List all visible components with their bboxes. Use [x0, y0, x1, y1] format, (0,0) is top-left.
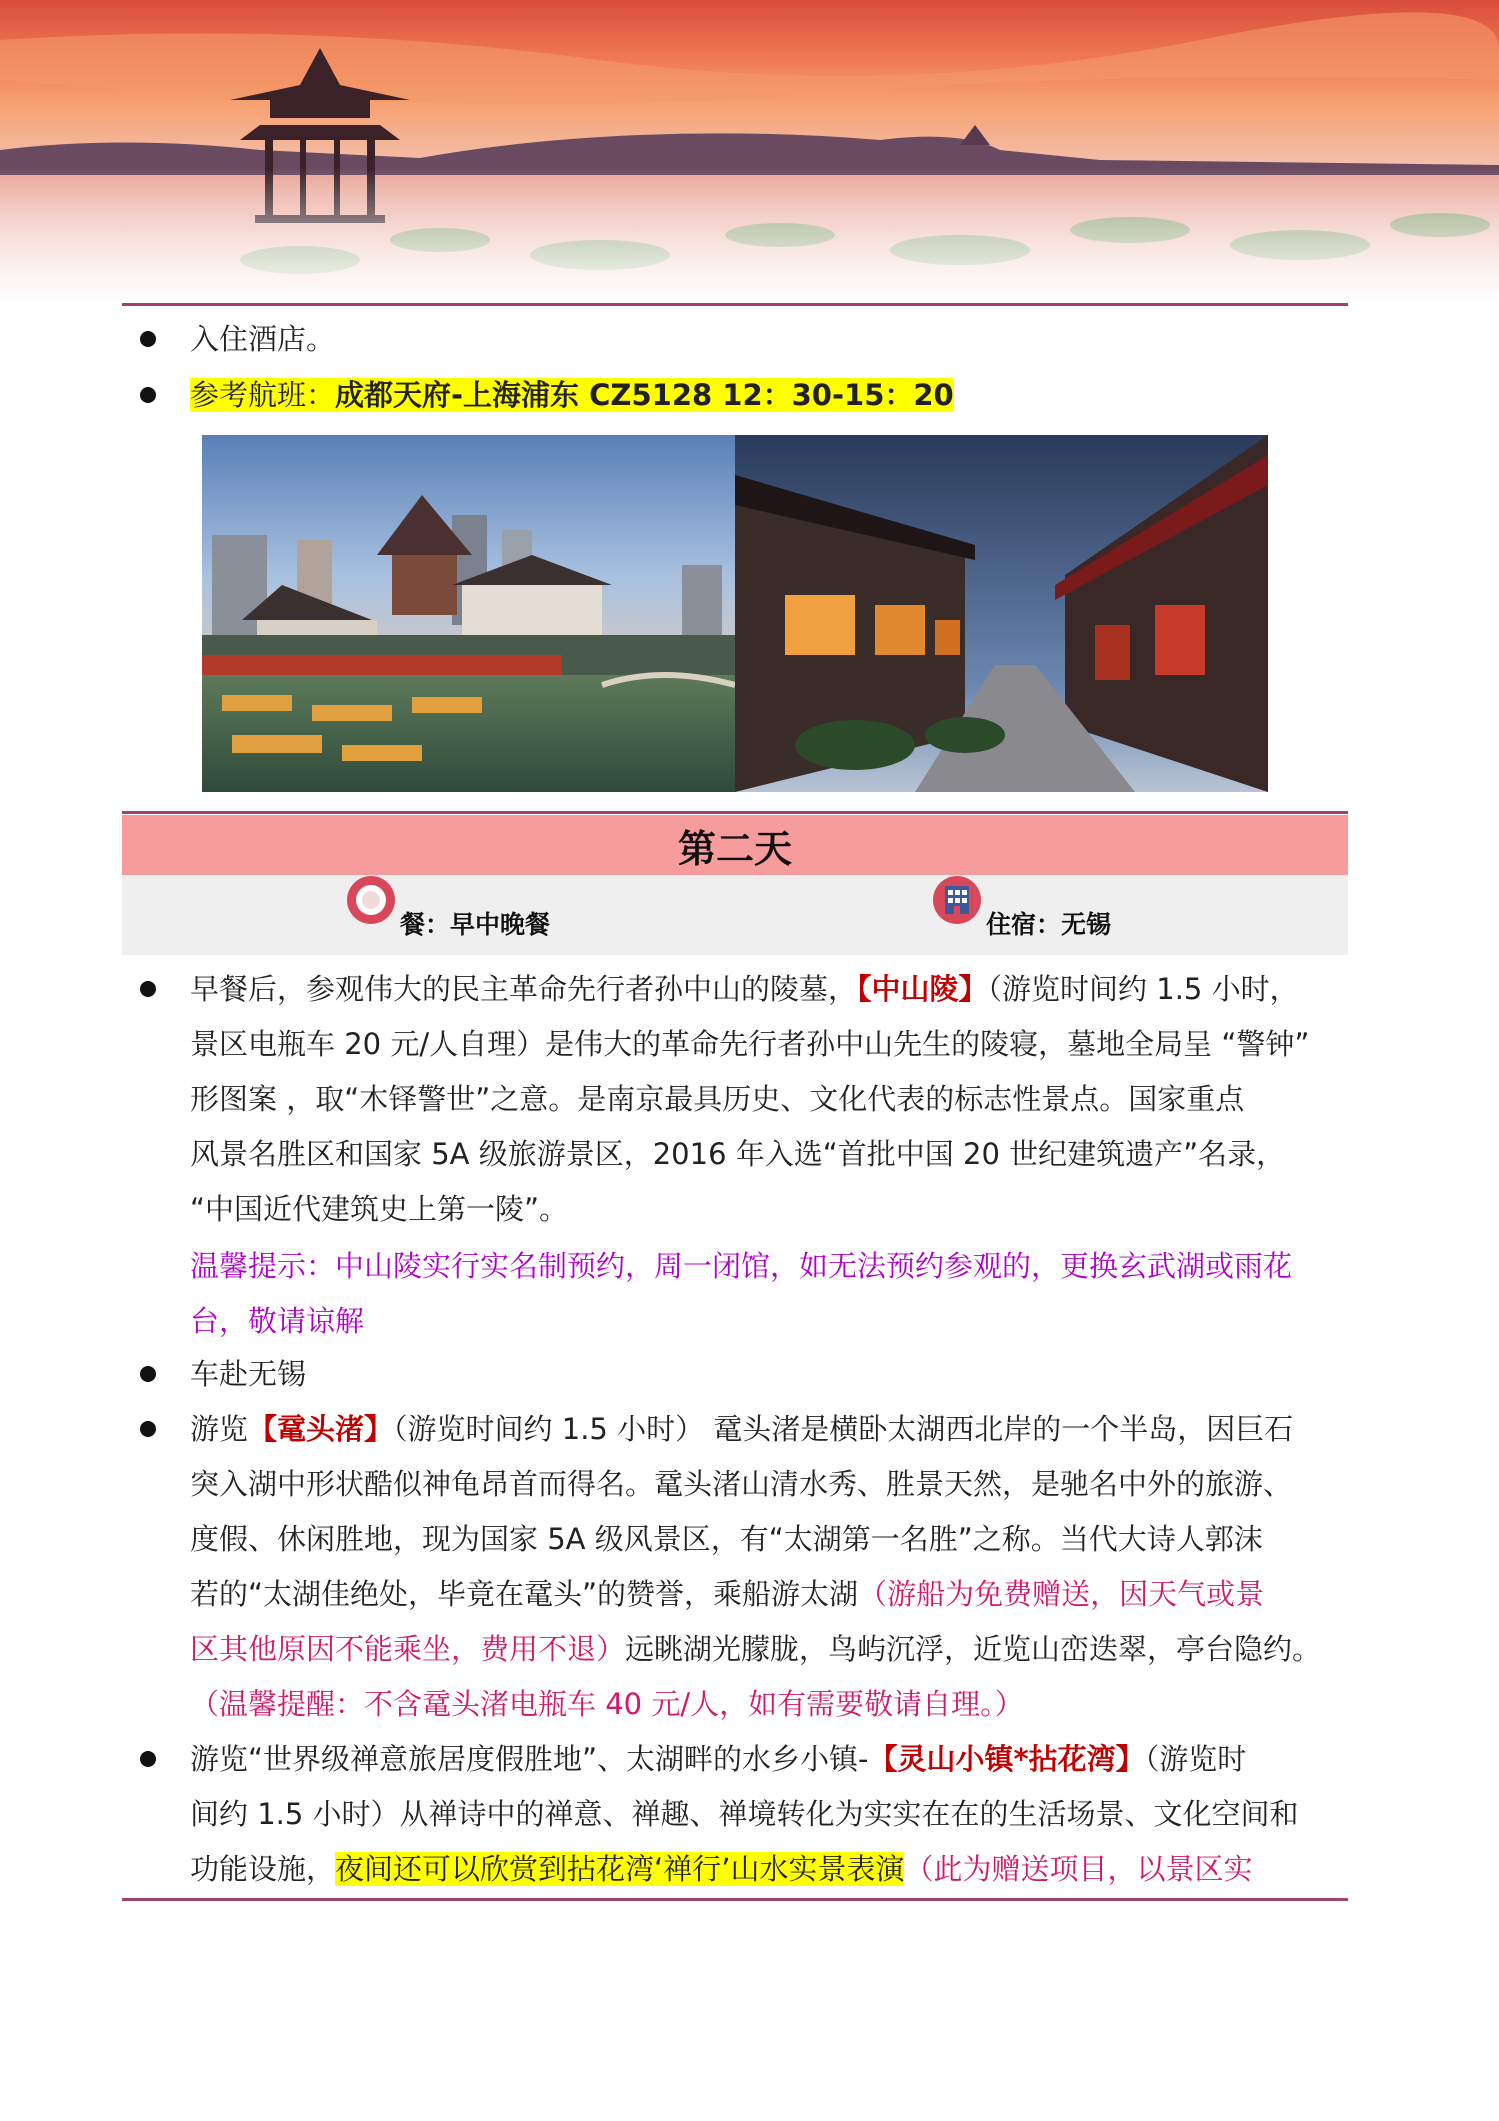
p1-line5: “中国近代建筑史上第一陵”。	[190, 1192, 569, 1226]
riverside-temple-photo-icon	[202, 435, 735, 792]
old-street-night-photo-icon	[735, 435, 1268, 792]
p1-line3: 形图案 ，取“木铎警世”之意。是南京最具历史、文化代表的标志性景点。国家重点	[190, 1082, 1245, 1116]
p4-line1: 游览“世界级禅意旅居度假胜地”、太湖畔的水乡小镇-【灵山小镇*拈花湾】（游览时	[190, 1742, 1247, 1776]
boat-note: （游船为免费赠送，因天气或景	[858, 1577, 1265, 1611]
lodging-text: 住宿：无锡	[986, 910, 1112, 939]
nianhuawan-name: 【灵山小镇*拈花湾】	[868, 1742, 1145, 1776]
flight-label: 参考航班：	[190, 378, 336, 412]
p3-line5: 区其他原因不能乘坐，费用不退）远眺湖光朦胧，鸟屿沉浮，近览山峦迭翠，亭台隐约。	[190, 1632, 1322, 1666]
flight-info	[190, 375, 954, 415]
p1-line2: 景区电瓶车 20 元/人自理）是伟大的革命先行者孙中山先生的陵寝，墓地全局呈 “警钟”	[190, 1027, 1310, 1061]
p3-line3: 度假、休闲胜地，现为国家 5A 级风景区，有“太湖第一名胜”之称。当代大诗人郭沫	[190, 1522, 1263, 1556]
lodging-info	[932, 875, 1111, 955]
p4-line2: 间约 1.5 小时）从禅诗中的禅意、禅趣、禅境转化为实实在在的生活场景、文化空间和	[190, 1797, 1299, 1831]
plate-icon	[346, 875, 396, 925]
bullet-icon	[140, 1421, 156, 1437]
flight-value: 成都天府-上海浦东 CZ5128 12：30-15：20	[335, 378, 954, 412]
day-rule	[122, 811, 1348, 814]
footer-rule	[122, 1898, 1348, 1901]
p4-line3: 功能设施，夜间还可以欣赏到拈花湾‘禅行’山水实景表演（此为赠送项目，以景区实	[190, 1852, 1253, 1886]
meals-info	[346, 875, 550, 955]
bullet-icon	[140, 981, 156, 997]
p2-line: 车赴无锡	[190, 1357, 307, 1391]
p1-line4: 风景名胜区和国家 5A 级旅游景区，2016 年入选“首批中国 20 世纪建筑遗产”名录，	[190, 1137, 1286, 1171]
bullet-icon	[140, 387, 156, 403]
day-info-bar	[122, 875, 1348, 955]
meals-text: 餐：早中晚餐	[400, 910, 551, 939]
header-banner	[0, 0, 1499, 305]
p3-line1: 游览【鼋头渚】（游览时间约 1.5 小时） 鼋头渚是横卧太湖西北岸的一个半岛，因巨石	[190, 1412, 1294, 1446]
pagoda-lake-sunset-icon	[0, 0, 1499, 305]
p3-line4: 若的“太湖佳绝处，毕竟在鼋头”的赞誉，乘船游太湖（游船为免费赠送，因天气或景	[190, 1577, 1265, 1611]
photo-strip	[202, 435, 1268, 792]
hotel-icon	[932, 875, 982, 925]
day-title: 第二天	[122, 815, 1348, 875]
bullet-icon	[140, 1751, 156, 1767]
tip1-line1: 温馨提示：中山陵实行实名制预约，周一闭馆，如无法预约参观的，更换玄武湖或雨花	[190, 1249, 1293, 1283]
bullet-icon	[140, 1366, 156, 1382]
yuantouzhu-name: 【鼋头渚】	[248, 1412, 394, 1446]
p3-line6: （温馨提醒：不含鼋头渚电瓶车 40 元/人，如有需要敬请自理。）	[190, 1687, 1024, 1721]
header-rule	[122, 303, 1348, 306]
old-street-night-photo	[735, 435, 1268, 792]
zhongshanling-name: 【中山陵】	[857, 972, 988, 1006]
show-highlight: 夜间还可以欣赏到拈花湾‘禅行’山水实景表演	[335, 1852, 905, 1886]
p3-line2: 突入湖中形状酷似神龟昂首而得名。鼋头渚山清水秀、胜景天然，是驰名中外的旅游、	[190, 1467, 1293, 1501]
p1-line1: 早餐后，参观伟大的民主革命先行者孙中山的陵墓，【中山陵】（游览时间约 1.5 小时，	[190, 972, 1299, 1006]
riverside-temple-photo	[202, 435, 735, 792]
bullet-icon	[140, 331, 156, 347]
checkin-text: 入住酒店。	[190, 322, 336, 356]
tip1-line2: 台，敬请谅解	[190, 1304, 365, 1338]
